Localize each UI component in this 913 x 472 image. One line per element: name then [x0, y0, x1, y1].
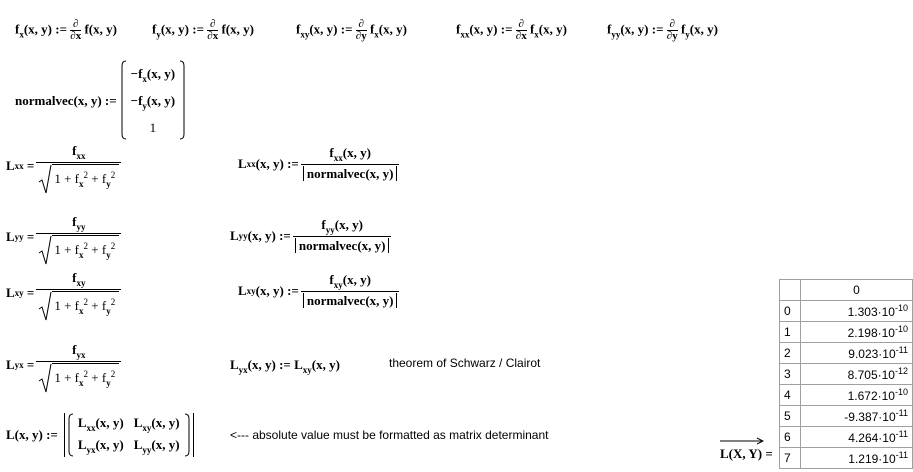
- row-value[interactable]: $1.303\cdot 10^{-10}$: [800, 301, 912, 322]
- result-label: L(X, Y) =: [720, 446, 773, 461]
- row-index: 1: [780, 322, 801, 343]
- table-row[interactable]: [780, 427, 913, 448]
- row-index: 0: [780, 301, 801, 322]
- lxx-formula: L xx = $\frac{f_{xx}}{1 + f_x^2 + f_y^2}$: [6, 143, 123, 189]
- lxy-definition: L xy (x, y) := $\frac{f_{xy}(x, y)}{\text{normalvec(x, y)}}$: [238, 272, 401, 309]
- table-row[interactable]: [780, 406, 913, 427]
- corner-cell: [780, 280, 801, 301]
- table-row[interactable]: [780, 385, 913, 406]
- result-table[interactable]: [779, 279, 913, 469]
- def-fx: $f_x(x$, y) := ∂ ∂x f(x, y): [15, 18, 117, 42]
- determinant: $L_{xx}(x$, y) $L_{xy}(x$, y) $L_{yx}(x$, y) $L_{yy}(x$, y): [64, 413, 194, 457]
- def-fy: $f_y(x$, y) := ∂ ∂x f(x, y): [152, 18, 254, 42]
- l-definition: L(x, y) := $L_{xx}(x$, y) $L_{xy}(x$, y) $L_{yx}(x$, y) $L_{yy}(x$, y): [6, 413, 194, 457]
- def-normalvec: normalvec(x, y) := $-f_x(x$, y) $-f_y(x$, y) 1: [15, 60, 185, 141]
- lyy-formula: L yy = $\frac{f_{yy}}{1 + f_x^2 + f_y^2}$: [6, 214, 123, 260]
- row-value[interactable]: $2.198\cdot 10^{-10}$: [800, 322, 912, 343]
- table-row[interactable]: [780, 448, 913, 469]
- table-row[interactable]: [780, 343, 913, 364]
- row-index: 4: [780, 385, 801, 406]
- schwarz-note: theorem of Schwarz / Clairot: [389, 356, 541, 370]
- partial-dx: ∂ ∂x: [70, 18, 82, 42]
- row-index: 5: [780, 406, 801, 427]
- row-value[interactable]: $8.705\cdot 10^{-12}$: [800, 364, 912, 385]
- table-row[interactable]: [780, 301, 913, 322]
- row-value[interactable]: $9.023\cdot 10^{-11}$: [800, 343, 912, 364]
- column-header: 0: [800, 280, 912, 301]
- row-value[interactable]: $-9.387\cdot 10^{-11}$: [800, 406, 912, 427]
- def-fxx: $f_{xx}(x$, y) := ∂ ∂x $f_x(x$, y): [456, 18, 567, 42]
- row-index: 2: [780, 343, 801, 364]
- lyx-formula: L yx = $\frac{f_{yx}}{1 + f_x^2 + f_y^2}$: [6, 342, 123, 388]
- table-header-row: [780, 280, 913, 301]
- lxy-formula: L xy = $\frac{f_{xy}}{1 + f_x^2 + f_y^2}$: [6, 270, 123, 316]
- table-row[interactable]: [780, 364, 913, 385]
- def-fxy: $f_{xy}(x$, y) := ∂ ∂y $f_x(x$, y): [296, 18, 407, 42]
- row-value[interactable]: $4.264\cdot 10^{-11}$: [800, 427, 912, 448]
- row-index: 3: [780, 364, 801, 385]
- vectorize-arrow-icon: [720, 437, 764, 445]
- lyy-definition: L yy (x, y) := $\frac{f_{yy}(x, y)}{\text{normalvec(x, y)}}$: [230, 217, 393, 254]
- row-value[interactable]: $1.672\cdot 10^{-10}$: [800, 385, 912, 406]
- table-row[interactable]: [780, 322, 913, 343]
- lyx-definition: $L_{yx}(x$, y) := $L_{xy}(x$, y): [230, 357, 340, 375]
- absolute-note: <--- absolute value must be formatted as matrix determinant: [230, 428, 549, 442]
- row-index: 6: [780, 427, 801, 448]
- lxx-definition: L xx (x, y) := $\frac{f_{xx}(x, y)}{\text{normalvec(x, y)}}$: [238, 145, 401, 182]
- def-fyy: $f_{yy}(x$, y) := ∂ ∂y $f_y(x$, y): [607, 18, 718, 42]
- row-value[interactable]: $1.219\cdot 10^{-11}$: [800, 448, 912, 469]
- row-index: 7: [780, 448, 801, 469]
